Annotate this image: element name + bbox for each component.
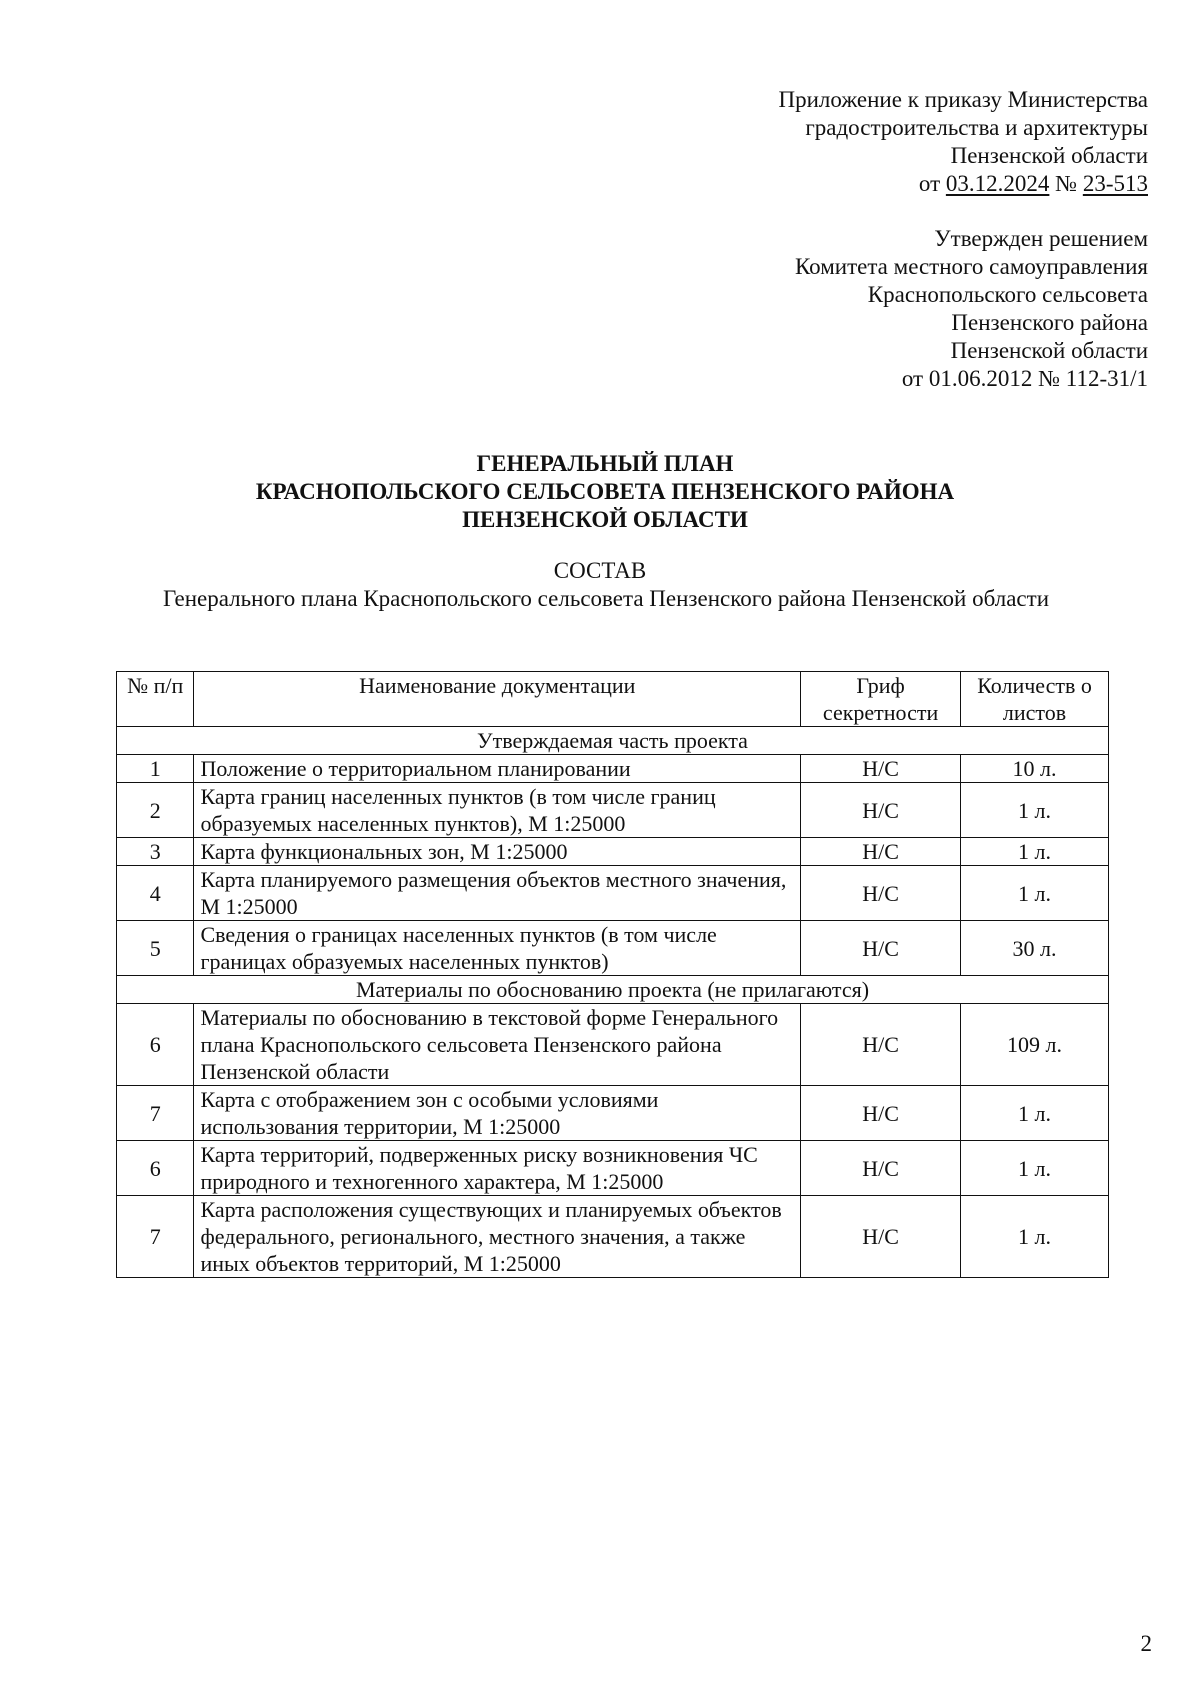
row-name: Карта с отображением зон с особыми условиями использования территории, М 1:25000 — [194, 1086, 801, 1141]
row-qty: 30 л. — [961, 921, 1109, 976]
row-qty: 109 л. — [961, 1004, 1109, 1086]
row-num: 2 — [117, 783, 194, 838]
section-row-justification — [117, 976, 1109, 1004]
row-qty: 1 л. — [961, 1141, 1109, 1196]
row-qty: 1 л. — [961, 1196, 1109, 1278]
table-row — [117, 866, 1109, 921]
row-name: Материалы по обоснованию в текстовой форме Генерального плана Краснопольского сельсовета Пензенского района Пензенской области — [194, 1004, 801, 1086]
header-name: Наименование документации — [194, 672, 801, 727]
table-row — [117, 838, 1109, 866]
annex-date-prefix: от — [918, 171, 946, 196]
approved-line-5: Пензенской области — [950, 338, 1148, 363]
annex-number: 23-513 — [1082, 171, 1148, 196]
annex-line-2: градостроительства и архитектуры — [805, 115, 1148, 140]
composition-heading: СОСТАВ — [553, 558, 647, 583]
row-grif: Н/С — [801, 921, 961, 976]
row-grif: Н/С — [801, 1004, 961, 1086]
table-row — [117, 783, 1109, 838]
composition-subtitle: Генерального плана Краснопольского сельсовета Пензенского района Пензенской области — [162, 586, 1050, 611]
row-num: 7 — [117, 1196, 194, 1278]
row-num: 5 — [117, 921, 194, 976]
table-row — [117, 755, 1109, 783]
table-row — [117, 1141, 1109, 1196]
composition-heading-block — [0, 557, 1200, 613]
annex-date-line — [779, 170, 1149, 198]
title-line-3: ПЕНЗЕНСКОЙ ОБЛАСТИ — [462, 507, 748, 532]
header-qty: Количеств о листов — [961, 672, 1109, 727]
row-qty: 1 л. — [961, 866, 1109, 921]
approved-line-6: от 01.06.2012 № 112-31/1 — [901, 366, 1148, 391]
row-grif: Н/С — [801, 755, 961, 783]
annex-number-prefix: № — [1049, 171, 1083, 196]
row-grif: Н/С — [801, 1086, 961, 1141]
row-num: 1 — [117, 755, 194, 783]
approved-line-2: Комитета местного самоуправления — [794, 254, 1148, 279]
row-grif: Н/С — [801, 1141, 961, 1196]
row-name: Карта границ населенных пунктов (в том числе границ образуемых населенных пунктов), М 1:25000 — [194, 783, 801, 838]
composition-table — [116, 671, 1109, 1278]
page-number: 2 — [1140, 1631, 1152, 1656]
header-num: № п/п — [117, 672, 194, 727]
row-grif: Н/С — [801, 838, 961, 866]
row-name: Карта территорий, подверженных риску возникновения ЧС природного и техногенного характера, М 1:25000 — [194, 1141, 801, 1196]
annex-date: 03.12.2024 — [945, 171, 1050, 196]
row-grif: Н/С — [801, 1196, 961, 1278]
annex-line-1: Приложение к приказу Министерства — [778, 87, 1148, 112]
section-label: Материалы по обоснованию проекта (не прилагаются) — [117, 976, 1109, 1004]
table-header-row — [117, 672, 1109, 727]
title-line-2: КРАСНОПОЛЬСКОГО СЕЛЬСОВЕТА ПЕНЗЕНСКОГО РАЙОНА — [255, 479, 955, 504]
table-row — [117, 921, 1109, 976]
row-qty: 1 л. — [961, 838, 1109, 866]
row-grif: Н/С — [801, 783, 961, 838]
row-num: 3 — [117, 838, 194, 866]
annex-line-3: Пензенской области — [950, 143, 1148, 168]
row-qty: 1 л. — [961, 1086, 1109, 1141]
row-qty: 1 л. — [961, 783, 1109, 838]
table-row — [117, 1196, 1109, 1278]
row-num: 6 — [117, 1004, 194, 1086]
row-num: 6 — [117, 1141, 194, 1196]
approved-line-4: Пензенского района — [951, 310, 1148, 335]
section-label: Утверждаемая часть проекта — [117, 727, 1109, 755]
row-name: Карта функциональных зон, М 1:25000 — [194, 838, 801, 866]
table-row — [117, 1004, 1109, 1086]
approved-line-3: Краснопольского сельсовета — [867, 282, 1148, 307]
header-grif: Гриф секретности — [801, 672, 961, 727]
row-name: Карта планируемого размещения объектов местного значения, М 1:25000 — [194, 866, 801, 921]
document-title — [0, 450, 1200, 534]
row-num: 4 — [117, 866, 194, 921]
row-grif: Н/С — [801, 866, 961, 921]
row-num: 7 — [117, 1086, 194, 1141]
row-name: Сведения о границах населенных пунктов (в том числе границах образуемых населенных пунктов) — [194, 921, 801, 976]
row-qty: 10 л. — [961, 755, 1109, 783]
title-line-1: ГЕНЕРАЛЬНЫЙ ПЛАН — [476, 451, 734, 476]
row-name: Карта расположения существующих и планируемых объектов федерального, регионального, местного значения, а также иных объектов территорий, М 1:25000 — [194, 1196, 801, 1278]
section-row-approved — [117, 727, 1109, 755]
approved-line-1: Утвержден решением — [934, 226, 1148, 251]
annex-block — [779, 86, 1149, 198]
approved-block — [795, 225, 1148, 393]
table-row — [117, 1086, 1109, 1141]
row-name: Положение о территориальном планировании — [194, 755, 801, 783]
